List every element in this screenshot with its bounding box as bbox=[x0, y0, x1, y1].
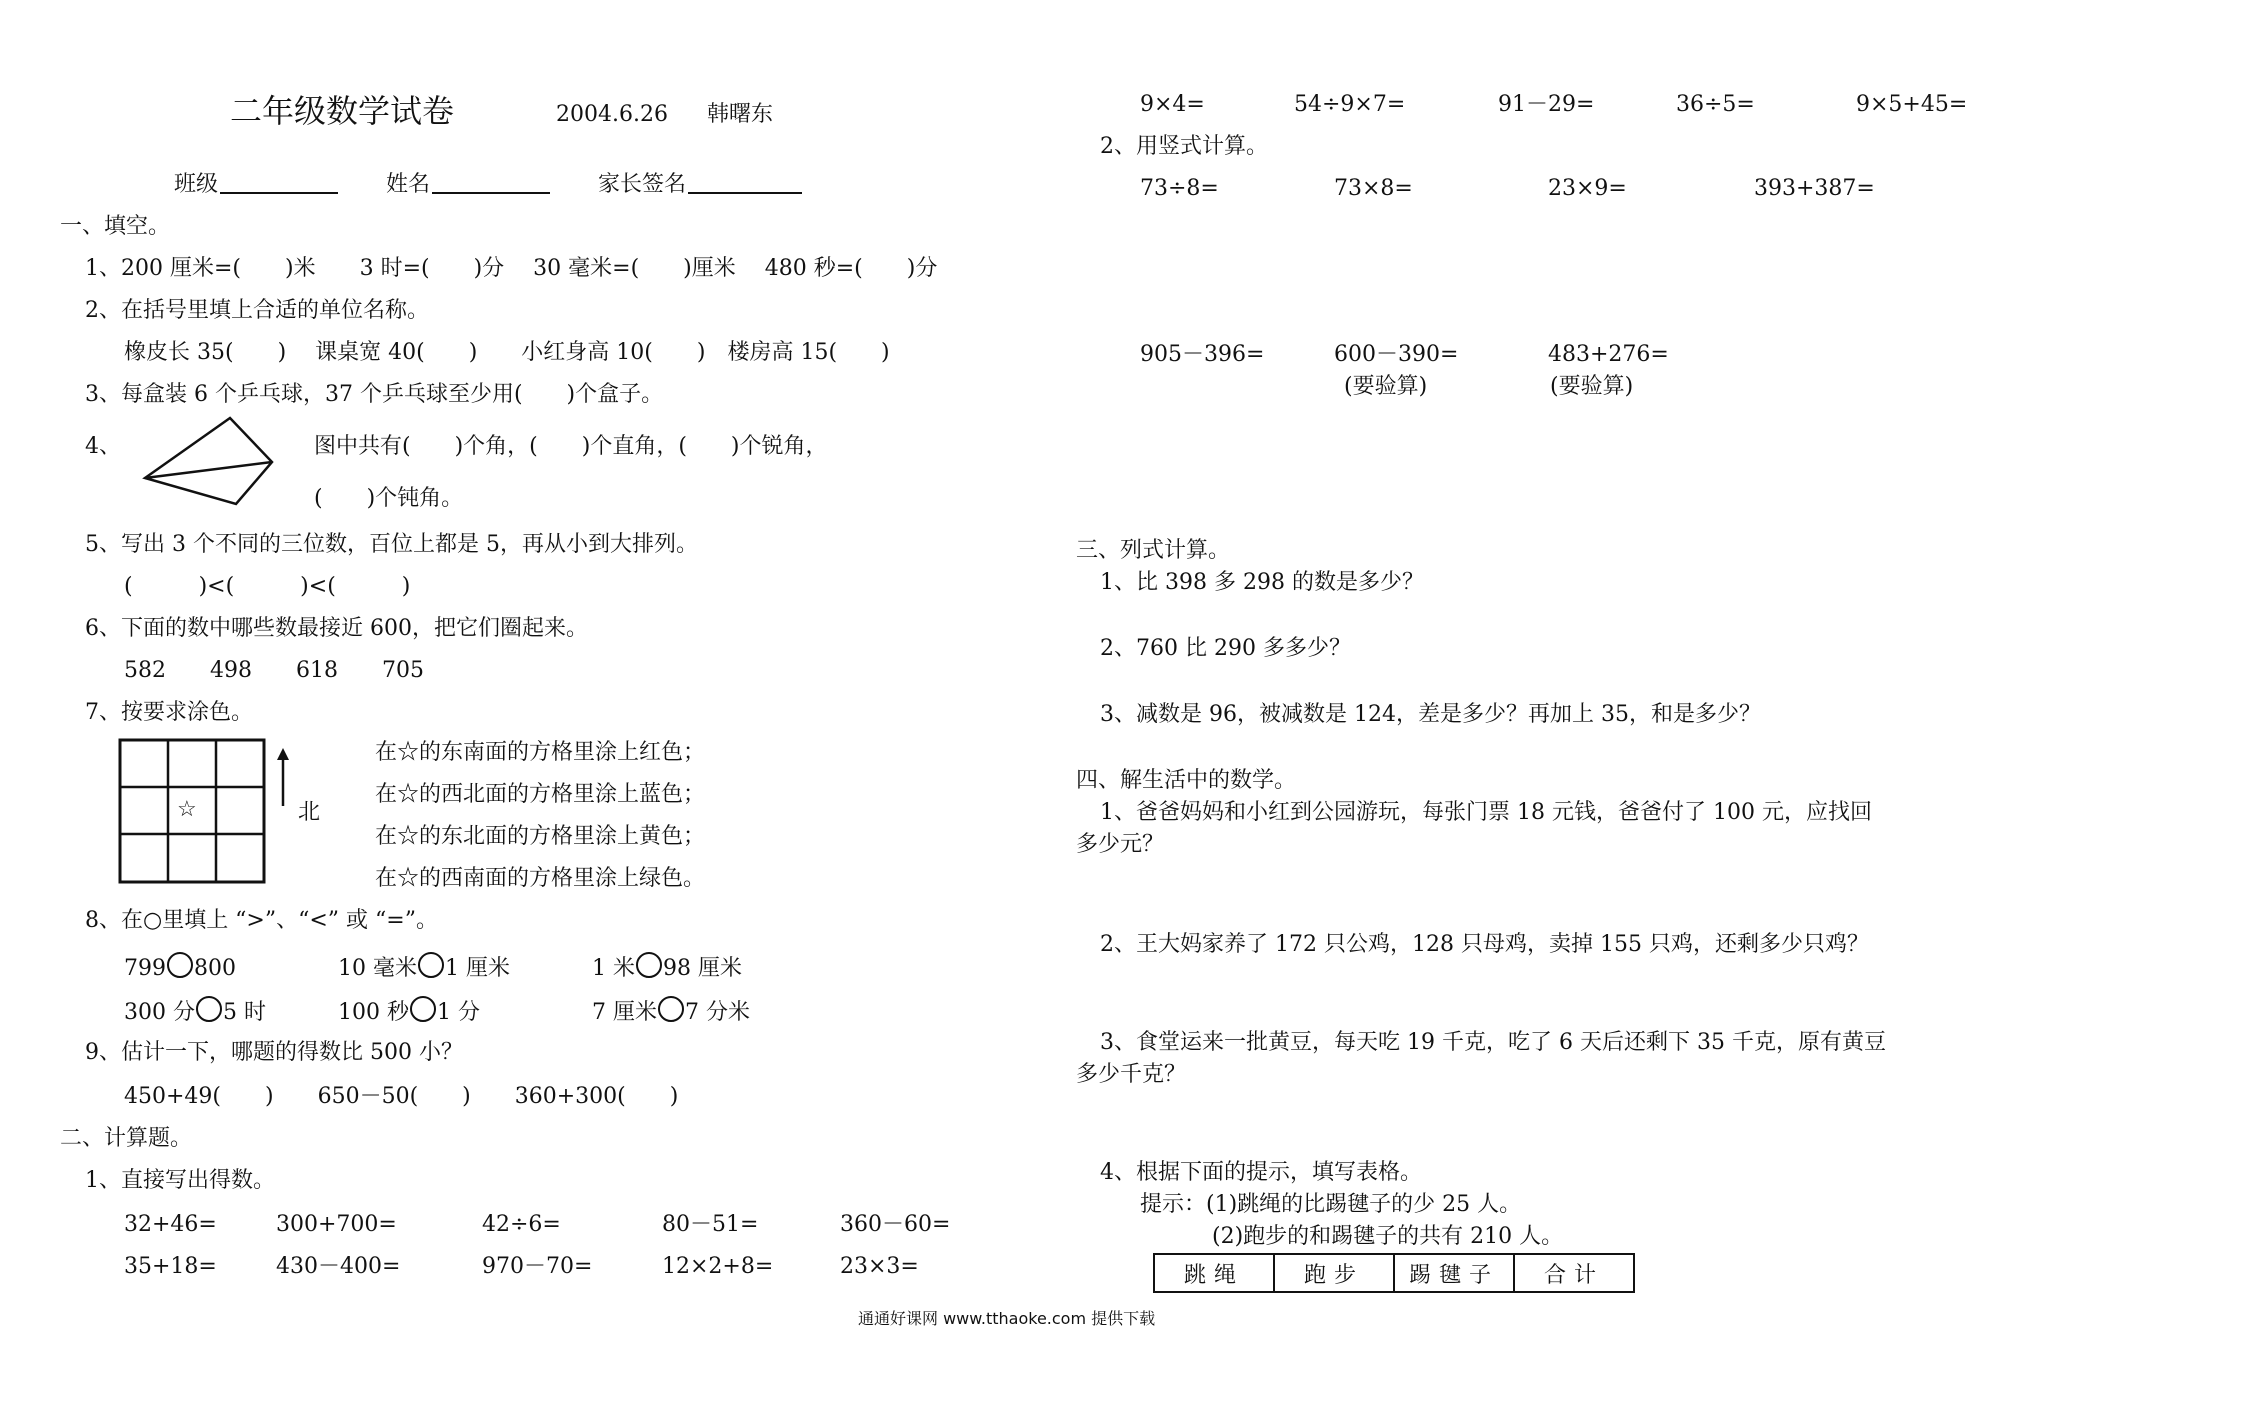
oral-calc-item: 35+18= bbox=[124, 1254, 217, 1279]
compare-circle[interactable] bbox=[167, 952, 193, 978]
activity-table bbox=[1153, 1253, 1635, 1293]
oral-calc-item: 9×4= bbox=[1140, 92, 1205, 117]
oral-calc-item: 91－29= bbox=[1498, 92, 1595, 117]
table-header-cell: 跑步 bbox=[1274, 1254, 1394, 1292]
vertical-calc-item: 483+276= bbox=[1548, 342, 1669, 367]
s1-q7-rule3: 在☆的东北面的方格里涂上黄色； bbox=[375, 824, 706, 849]
section3-heading: 三、列式计算。 bbox=[1076, 538, 1231, 563]
name-label: 姓名 bbox=[386, 172, 431, 197]
north-arrow-icon bbox=[274, 748, 292, 808]
s3-q1: 1、比 398 多 298 的数是多少？ bbox=[1100, 570, 1424, 595]
oral-calc-item: 80－51= bbox=[662, 1212, 759, 1237]
s1-q8-row1-c: 1 米 98 厘米 bbox=[592, 952, 742, 982]
oral-calc-item: 360－60= bbox=[840, 1212, 951, 1237]
table-header-cell: 跳绳 bbox=[1154, 1254, 1274, 1292]
s1-q8-row2-b: 100 秒 1 分 bbox=[338, 996, 480, 1026]
oral-calc-item: 970－70= bbox=[482, 1254, 593, 1279]
s1-q7-rule2: 在☆的西北面的方格里涂上蓝色； bbox=[375, 782, 706, 807]
section2-heading: 二、计算题。 bbox=[60, 1126, 193, 1151]
s1-q2: 2、在括号里填上合适的单位名称。 bbox=[85, 298, 429, 323]
vertical-calc-item: 73÷8= bbox=[1140, 176, 1219, 201]
table-header-cell: 合计 bbox=[1514, 1254, 1634, 1292]
s4-q2: 2、王大妈家养了 172 只公鸡，128 只母鸡，卖掉 155 只鸡，还剩多少只鸡？ bbox=[1100, 932, 1869, 957]
section4-heading: 四、解生活中的数学。 bbox=[1076, 768, 1297, 793]
exam-date: 2004.6.26 bbox=[556, 102, 668, 127]
s1-q8-row1-a: 799 800 bbox=[124, 952, 236, 982]
oral-calc-item: 300+700= bbox=[276, 1212, 397, 1237]
name-blank[interactable] bbox=[432, 172, 550, 194]
s1-q8: 8、在○里填上 “>”、“<” 或 “=”。 bbox=[85, 908, 438, 933]
s2-q1: 1、直接写出得数。 bbox=[85, 1168, 275, 1193]
s1-q8-row1-b: 10 毫米 1 厘米 bbox=[338, 952, 510, 982]
oral-calc-item: 36÷5= bbox=[1676, 92, 1755, 117]
class-label: 班级 bbox=[174, 172, 219, 197]
s1-q4-line2: ( )个钝角。 bbox=[314, 486, 464, 511]
s1-q3: 3、每盒装 6 个乒乓球，37 个乒乓球至少用( )个盒子。 bbox=[85, 382, 664, 407]
s1-q7-rule4: 在☆的西南面的方格里涂上绿色。 bbox=[375, 866, 706, 891]
footer-credit: 通通好课网 www.tthaoke.com 提供下载 bbox=[858, 1309, 1156, 1328]
s4-q4: 4、根据下面的提示，填写表格。 bbox=[1100, 1160, 1422, 1185]
s1-q1: 1、200 厘米=( )米 3 时=( )分 30 毫米=( )厘米 480 秒=( )分 bbox=[85, 256, 938, 281]
section1-heading: 一、填空。 bbox=[60, 214, 171, 239]
s4-q3-line2: 多少千克？ bbox=[1076, 1062, 1187, 1087]
s4-q1-line1: 1、爸爸妈妈和小红到公园游玩，每张门票 18 元钱，爸爸付了 100 元，应找回 bbox=[1100, 800, 1872, 825]
s1-q7-rule1: 在☆的东南面的方格里涂上红色； bbox=[375, 740, 706, 765]
s1-q8-row2-a: 300 分 5 时 bbox=[124, 996, 266, 1026]
oral-calc-item: 12×2+8= bbox=[662, 1254, 774, 1279]
hint-line1: 提示：(1)跳绳的比踢毽子的少 25 人。 bbox=[1140, 1192, 1522, 1217]
s1-q8-row2-c: 7 厘米 7 分米 bbox=[592, 996, 750, 1026]
compare-circle[interactable] bbox=[658, 996, 684, 1022]
s3-q3: 3、减数是 96，被减数是 124，差是多少？再加上 35，和是多少？ bbox=[1100, 702, 1761, 727]
vertical-calc-item: 73×8= bbox=[1334, 176, 1413, 201]
s1-q5: 5、写出 3 个不同的三位数，百位上都是 5，再从小到大排列。 bbox=[85, 532, 698, 557]
grid-star: ☆ bbox=[177, 797, 197, 822]
oral-calc-item: 54÷9×7= bbox=[1294, 92, 1406, 117]
quadrilateral-figure bbox=[140, 410, 280, 510]
s1-q9: 9、估计一下，哪题的得数比 500 小？ bbox=[85, 1040, 463, 1065]
student-fields bbox=[174, 172, 802, 198]
oral-calc-item: 42÷6= bbox=[482, 1212, 561, 1237]
s4-q1-line2: 多少元？ bbox=[1076, 832, 1165, 857]
compare-circle[interactable] bbox=[410, 996, 436, 1022]
vertical-calc-item: 393+387= bbox=[1754, 176, 1875, 201]
parent-label: 家长签名 bbox=[598, 172, 687, 197]
vertical-calc-item: 600－390= bbox=[1334, 342, 1459, 367]
s1-q5-blanks: ( )<( )<( ) bbox=[124, 574, 411, 599]
s4-q3-line1: 3、食堂运来一批黄豆，每天吃 19 千克，吃了 6 天后还剩下 35 千克，原有黄豆 bbox=[1100, 1030, 1886, 1055]
class-blank[interactable] bbox=[220, 172, 338, 194]
exam-author: 韩曙东 bbox=[707, 102, 774, 127]
check-note: (要验算) bbox=[1550, 374, 1634, 399]
parent-signature-blank[interactable] bbox=[688, 172, 802, 194]
check-note: (要验算) bbox=[1344, 374, 1428, 399]
vertical-calc-item: 23×9= bbox=[1548, 176, 1627, 201]
oral-calc-item: 32+46= bbox=[124, 1212, 217, 1237]
oral-calc-item: 23×3= bbox=[840, 1254, 919, 1279]
s1-q4-line1: 图中共有( )个角，( )个直角，( )个锐角， bbox=[314, 434, 828, 459]
compare-circle[interactable] bbox=[636, 952, 662, 978]
vertical-calc-item: 905－396= bbox=[1140, 342, 1265, 367]
exam-title: 二年级数学试卷 bbox=[230, 92, 455, 130]
s1-q9-items: 450+49( ) 650－50( ) 360+300( ) bbox=[124, 1084, 679, 1109]
table-header-cell: 踢毽子 bbox=[1394, 1254, 1514, 1292]
north-label: 北 bbox=[298, 800, 321, 825]
s1-q6: 6、下面的数中哪些数最接近 600，把它们圈起来。 bbox=[85, 616, 588, 641]
s1-q2-items: 橡皮长 35( ) 课桌宽 40( ) 小红身高 10( ) 楼房高 15( ) bbox=[124, 340, 890, 365]
s3-q2: 2、760 比 290 多多少？ bbox=[1100, 636, 1351, 661]
s1-q6-numbers: 582 498 618 705 bbox=[124, 658, 424, 683]
s1-q7: 7、按要求涂色。 bbox=[85, 700, 253, 725]
compare-circle[interactable] bbox=[418, 952, 444, 978]
s1-q4-number: 4、 bbox=[85, 434, 121, 459]
hint-line2: (2)跑步的和踢毽子的共有 210 人。 bbox=[1212, 1224, 1564, 1249]
oral-calc-item: 430－400= bbox=[276, 1254, 401, 1279]
oral-calc-item: 9×5+45= bbox=[1856, 92, 1968, 117]
compare-circle[interactable] bbox=[196, 996, 222, 1022]
s2-q2: 2、用竖式计算。 bbox=[1100, 134, 1268, 159]
